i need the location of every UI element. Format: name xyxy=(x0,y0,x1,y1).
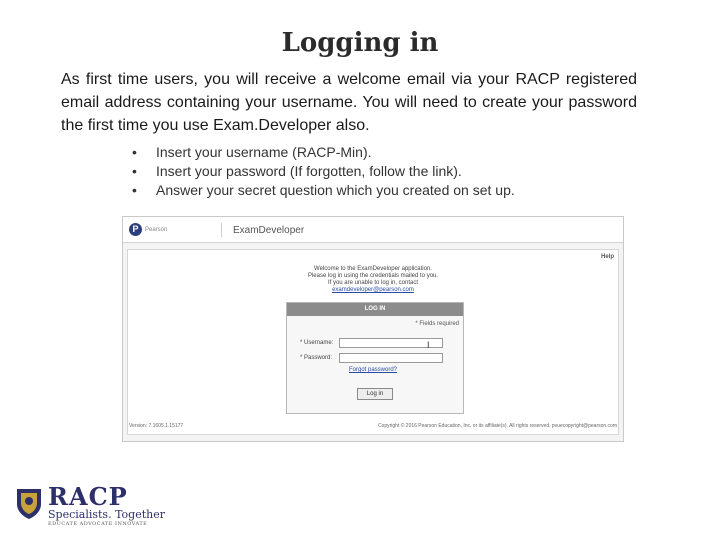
welcome-line: Please log in using the credentials mailed to you. xyxy=(307,273,439,279)
login-header: LOG IN xyxy=(287,303,463,316)
login-panel xyxy=(286,302,464,414)
password-label: * Password: xyxy=(300,355,333,361)
login-screenshot xyxy=(122,216,624,442)
welcome-line: If you are unable to log in, contact xyxy=(327,280,419,286)
list-item: • Answer your secret question which you created on set up. xyxy=(129,181,515,200)
page-title: Logging in xyxy=(281,28,439,58)
list-item: • Insert your password (If forgotten, follow the link). xyxy=(129,162,515,181)
password-input[interactable] xyxy=(339,353,443,363)
contact-email-link[interactable]: examdeveloper@pearson.com xyxy=(332,287,414,293)
username-label: * Username: xyxy=(300,340,334,346)
welcome-line: Welcome to the ExamDeveloper application. xyxy=(314,266,432,272)
brand-name: Pearson xyxy=(145,227,168,233)
logo-name: RACP xyxy=(48,482,128,511)
screenshot-header xyxy=(123,217,623,243)
text-cursor-icon: I xyxy=(427,340,430,350)
logo-subtitle: Specialists. Together xyxy=(48,508,165,521)
required-note: * Fields required xyxy=(415,321,459,327)
intro-paragraph: As first time users, you will receive a welcome email via your RACP registered email address containing your username. You will need to create your password the first time you use Exam.Developer also. xyxy=(61,71,637,134)
racp-logo xyxy=(8,480,188,530)
screenshot-footer xyxy=(129,423,617,431)
help-link[interactable]: Help xyxy=(600,254,614,260)
instruction-list xyxy=(129,143,515,200)
list-item: • Insert your username (RACP-Min). xyxy=(129,143,515,162)
crest-icon xyxy=(14,486,44,520)
login-button[interactable]: Log in xyxy=(357,388,393,400)
header-divider xyxy=(221,223,222,237)
app-title: ExamDeveloper xyxy=(233,225,305,236)
version-text: Version: 7.1605.1.15177 xyxy=(129,423,184,429)
copyright-text: Copyright © 2016 Pearson Education, Inc. or its affiliate(s). All rights reserved. pvuecopyright@pearson.com xyxy=(377,423,617,429)
forgot-password-link[interactable]: Forgot password? xyxy=(348,367,398,373)
logo-tagline: EDUCATE ADVOCATE INNOVATE xyxy=(48,521,148,527)
screenshot-body xyxy=(127,249,619,435)
welcome-message xyxy=(128,266,618,294)
pearson-logo-icon: P xyxy=(129,223,142,236)
